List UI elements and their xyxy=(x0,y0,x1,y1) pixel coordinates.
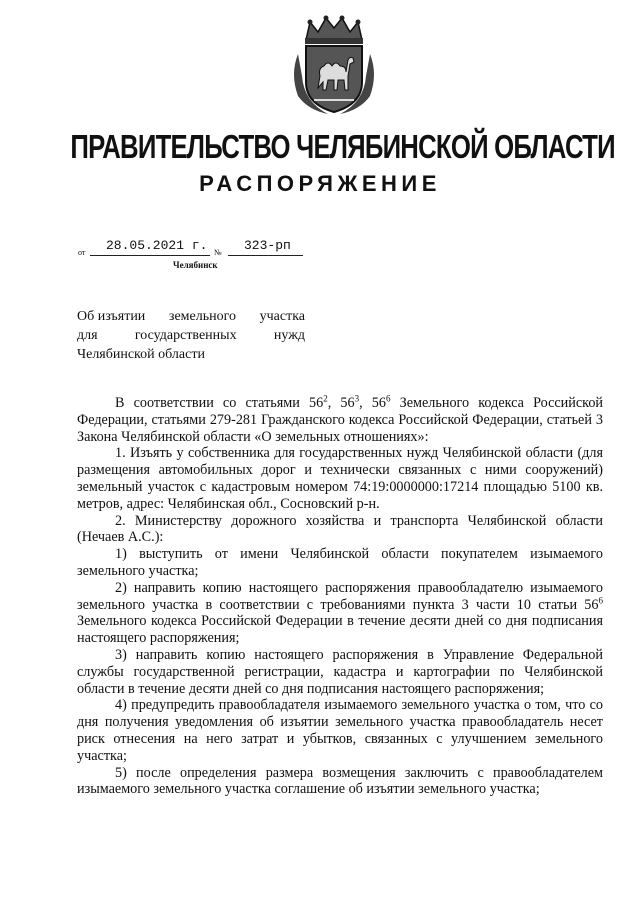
subject-line-1 xyxy=(77,307,305,326)
document-type: РАСПОРЯЖЕНИЕ xyxy=(199,171,441,196)
document-body xyxy=(77,395,603,798)
subject-line-2 xyxy=(77,326,305,345)
clause-2: 2. Министерству дорожного хозяйства и транспорта Челябинской области (Нечаев А.С.): xyxy=(77,512,603,546)
number-underline xyxy=(228,255,303,256)
organization-title: ПРАВИТЕЛЬСТВО ЧЕЛЯБИНСКОЙ ОБЛАСТИ xyxy=(70,128,615,165)
clause-2-item-4: 4) предупредить правообладателя изымаемого земельного участка о том, что со дня получения уведомления об изъятии земельного участка правообладатель несет риск отнесения на него затрат и убытков, связанных с улучшением земельного участка; xyxy=(77,697,603,764)
clause-1: 1. Изъять у собственника для государственных нужд Челябинской области (для размещения автомобильных дорог и технически связанных с ними сооружений) земельный участок с кадастровым номером 74:19:0000000:17214 площадью 5100 кв. метров, адрес: Челябинская обл., Сосновский р-н. xyxy=(77,445,603,512)
date-prefix: от xyxy=(78,248,86,257)
clause-2-item-1: 1) выступить от имени Челябинской области покупателем изымаемого земельного участка; xyxy=(77,546,603,579)
date-underline xyxy=(90,255,210,256)
subject-word: земельного xyxy=(168,309,236,324)
coat-of-arms-icon xyxy=(288,14,380,118)
intro-paragraph: В соответствии со статьями $56^2$, $56^3$, $56^6$ Земельного кодекса Российской Федерации, статьями 279-281 Гражданского кодекса Российской Федерации, статьей 3 Закона Челябинской области «О земельных отношениях»: xyxy=(77,393,603,445)
subject-line-3: Челябинской области xyxy=(77,347,205,362)
clause-2-item-5: 5) после определения размера возмещения заключить с правообладателем изымаемого земельного участка соглашение об изъятии земельного участка; xyxy=(77,764,603,798)
subject-word: для xyxy=(77,328,98,343)
document-subject xyxy=(77,307,305,364)
number-prefix: № xyxy=(214,248,222,257)
document-date-number xyxy=(78,236,318,258)
subject-word: государственных xyxy=(134,328,237,343)
subject-word: нужд xyxy=(273,328,305,343)
document-number: 323-рп xyxy=(244,238,291,253)
subject-word: участка xyxy=(259,309,305,324)
document-date: 28.05.2021 г. xyxy=(106,238,208,253)
clause-2-item-3: 3) направить копию настоящего распоряжения в Управление Федеральной службы государственной регистрации, кадастра и картографии по Челябинской области в течение десяти дней со дня подписания настоящего распоряжения; xyxy=(77,646,603,697)
clause-2-item-2: 2) направить копию настоящего распоряжения правообладателю изымаемого земельного участка в соответствии с требованиями пункта 3 части 10 статьи $56^6$ Земельного кодекса Российской Федерации в течение десяти дней со дня подписания настоящего распоряжения; xyxy=(77,579,603,647)
city-name: Челябинск xyxy=(173,260,218,270)
subject-word: Об изъятии xyxy=(77,309,146,324)
